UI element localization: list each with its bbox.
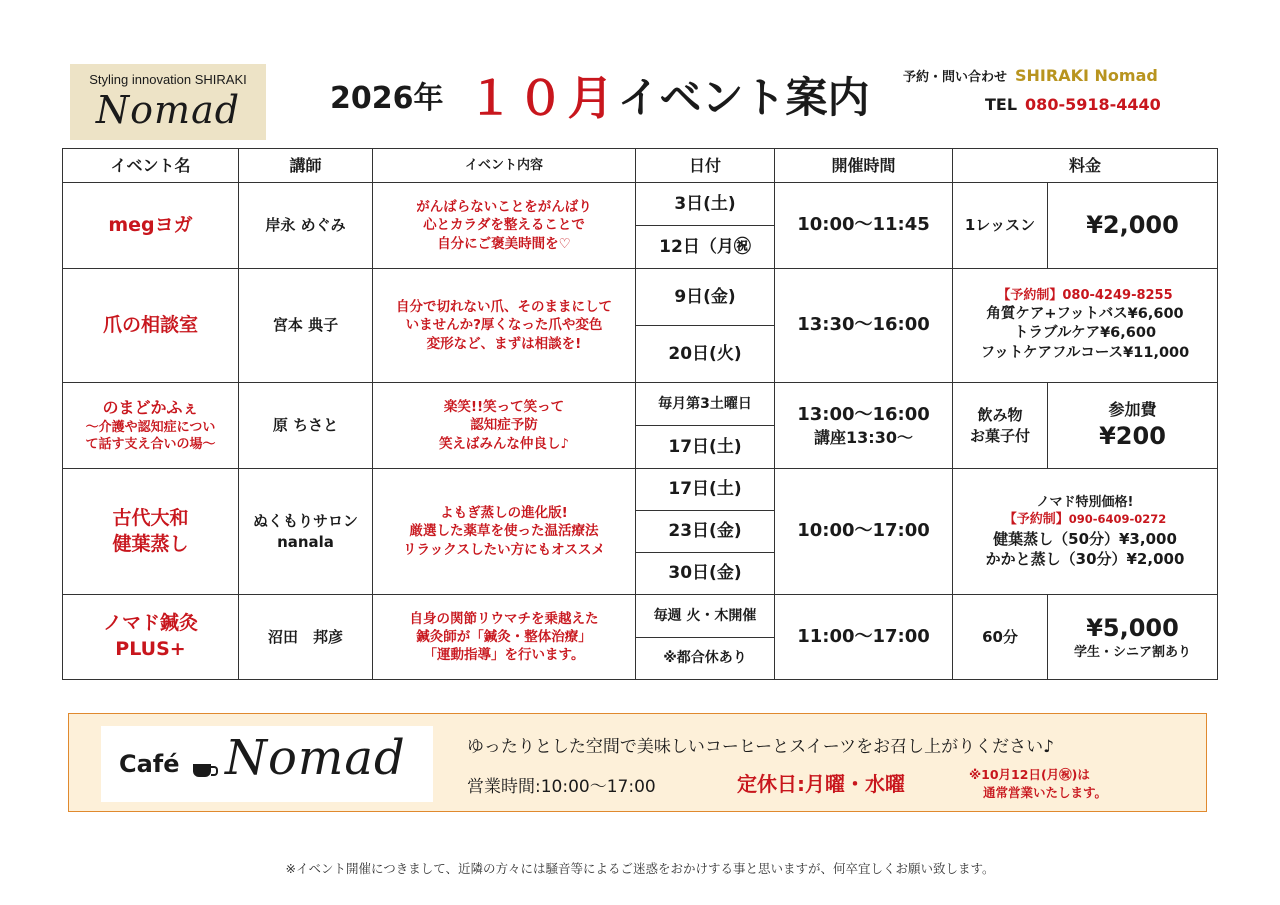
instructor-line: nanala bbox=[277, 532, 334, 551]
desc-line: いませんか?厚くなった爪や変色 bbox=[405, 317, 603, 334]
instructor: 原 ちさと bbox=[239, 383, 373, 469]
cafe-logo-name: Nomad bbox=[225, 730, 406, 786]
event-time: 13:30～16:00 bbox=[775, 269, 953, 383]
event-date: ※都合休あり bbox=[636, 638, 775, 680]
fee-label: 1レッスン bbox=[953, 183, 1048, 269]
event-description bbox=[373, 183, 636, 269]
event-date: 3日(土) bbox=[636, 183, 775, 226]
contact-info bbox=[903, 66, 1161, 114]
cafe-hours: 営業時間:10:00～17:00 bbox=[467, 777, 656, 797]
event-date: 30日(金) bbox=[636, 553, 775, 595]
fee-line: 角質ケア+フットバス¥6,600 bbox=[986, 305, 1184, 322]
event-date: 毎週 火・木開催 bbox=[636, 595, 775, 638]
table-row bbox=[63, 469, 1218, 511]
fee-label bbox=[953, 383, 1048, 469]
table-row bbox=[63, 383, 1218, 426]
fee-line: ノマド特別価格! bbox=[1036, 494, 1134, 510]
desc-line: 自身の関節リウマチを乗越えた bbox=[409, 610, 599, 627]
desc-line: 楽笑!!笑って笑って bbox=[443, 399, 565, 416]
event-name-sub: て話す支え合いの場～ bbox=[85, 437, 216, 453]
event-price bbox=[1048, 383, 1218, 469]
fee-reservation: 【予約制】080-4249-8255 bbox=[997, 288, 1173, 304]
header-fee: 料金 bbox=[953, 149, 1218, 183]
desc-line: 心とカラダを整えることで bbox=[423, 217, 585, 234]
cafe-description: ゆったりとした空間で美味しいコーヒーとスイーツをお召し上がりください♪ bbox=[467, 737, 1054, 757]
price-note: 学生・シニア割あり bbox=[1074, 645, 1192, 661]
desc-line: 厳選した薬草を使った温活療法 bbox=[409, 523, 599, 540]
event-date: 毎月第3土曜日 bbox=[636, 383, 775, 426]
event-name-line: PLUS+ bbox=[115, 638, 186, 660]
contact-shop: SHIRAKI Nomad bbox=[1015, 66, 1158, 85]
cafe-note bbox=[969, 766, 1159, 802]
event-date: 17日(土) bbox=[636, 469, 775, 511]
tel-label: TEL bbox=[985, 95, 1018, 114]
instructor: 沼田 邦彦 bbox=[239, 595, 373, 680]
fee-details bbox=[953, 269, 1218, 383]
event-name-line: 健葉蒸し bbox=[112, 532, 189, 555]
desc-line: がんばらないことをがんばり bbox=[416, 199, 592, 216]
title-month: １０月 bbox=[467, 71, 618, 125]
fee-line: トラブルケア¥6,600 bbox=[1013, 325, 1157, 342]
event-time: 10:00～17:00 bbox=[775, 469, 953, 595]
desc-line: 自分で切れない爪、そのままにして bbox=[396, 299, 612, 316]
desc-line: 鍼灸師が「鍼灸・整体治療」 bbox=[416, 628, 592, 645]
fee-label-line: お菓子付 bbox=[969, 426, 1030, 445]
logo-subtitle: Styling innovation SHIRAKI bbox=[89, 72, 247, 87]
event-date: 9日(金) bbox=[636, 269, 775, 326]
event-table bbox=[62, 148, 1218, 680]
event-time: 10:00～11:45 bbox=[775, 183, 953, 269]
event-name-line: ノマド鍼灸 bbox=[102, 612, 198, 635]
fee-label: 60分 bbox=[953, 595, 1048, 680]
price-value: ¥200 bbox=[1099, 422, 1166, 451]
event-description bbox=[373, 269, 636, 383]
fee-line: フットケアフルコース¥11,000 bbox=[980, 345, 1190, 362]
event-date: 20日(火) bbox=[636, 326, 775, 383]
event-date: 12日（月㊗ bbox=[636, 226, 775, 269]
table-row bbox=[63, 183, 1218, 226]
title-text: イベント案内 bbox=[617, 73, 870, 122]
header-time: 開催時間 bbox=[775, 149, 953, 183]
fee-line: 健葉蒸し（50分）¥3,000 bbox=[993, 529, 1177, 548]
event-price bbox=[1048, 595, 1218, 680]
event-price: ¥2,000 bbox=[1048, 183, 1218, 269]
header-content: イベント内容 bbox=[373, 149, 636, 183]
time-main: 13:00～16:00 bbox=[797, 403, 930, 425]
cafe-logo bbox=[101, 726, 433, 802]
page-title bbox=[330, 62, 870, 125]
event-description bbox=[373, 469, 636, 595]
cafe-closed-days: 定休日:月曜・水曜 bbox=[737, 772, 905, 796]
contact-label: 予約・問い合わせ bbox=[903, 70, 1008, 85]
fee-details bbox=[953, 469, 1218, 595]
price-label: 参加費 bbox=[1108, 399, 1157, 419]
desc-line: 認知症予防 bbox=[470, 417, 538, 434]
cafe-banner bbox=[68, 713, 1207, 812]
coffee-cup-icon bbox=[193, 764, 211, 777]
instructor: 宮本 典子 bbox=[239, 269, 373, 383]
event-time: 11:00～17:00 bbox=[775, 595, 953, 680]
header-date: 日付 bbox=[636, 149, 775, 183]
shop-logo bbox=[70, 64, 266, 140]
event-date: 17日(土) bbox=[636, 426, 775, 469]
title-year: 2026年 bbox=[330, 81, 444, 116]
time-sub: 講座13:30～ bbox=[814, 427, 913, 447]
fee-line: かかと蒸し（30分）¥2,000 bbox=[985, 550, 1185, 569]
table-header-row bbox=[63, 149, 1218, 183]
tel-number: 080-5918-4440 bbox=[1025, 95, 1161, 114]
event-name bbox=[63, 469, 239, 595]
footer-note: ※イベント開催につきまして、近隣の方々には騒音等によるご迷惑をおかけする事と思いますが、何卒宜しくお願い致します。 bbox=[285, 861, 995, 876]
cafe-note-line: 通常営業いたします。 bbox=[983, 785, 1108, 801]
event-time bbox=[775, 383, 953, 469]
header-instructor: 講師 bbox=[239, 149, 373, 183]
event-name-sub: ～介護や認知症につい bbox=[85, 419, 216, 435]
cafe-note-line: ※10月12日(月㊗)は bbox=[969, 767, 1090, 782]
event-name bbox=[63, 595, 239, 680]
price-value: ¥5,000 bbox=[1086, 614, 1179, 643]
event-name-line: 古代大和 bbox=[112, 506, 189, 529]
desc-line: 変形など、まずは相談を! bbox=[426, 335, 582, 352]
desc-line: リラックスしたい方にもオススメ bbox=[403, 541, 605, 558]
event-name bbox=[63, 383, 239, 469]
event-date: 23日(金) bbox=[636, 511, 775, 553]
desc-line: 自分にご褒美時間を♡ bbox=[437, 235, 571, 252]
fee-label-line: 飲み物 bbox=[977, 406, 1023, 425]
header-event-name: イベント名 bbox=[63, 149, 239, 183]
cafe-logo-word: Café bbox=[119, 750, 180, 778]
desc-line: 「運動指導」を行います。 bbox=[423, 647, 585, 664]
event-description bbox=[373, 595, 636, 680]
event-name: megヨガ bbox=[63, 183, 239, 269]
desc-line: 笑えばみんな仲良し♪ bbox=[438, 435, 570, 452]
table-row bbox=[63, 269, 1218, 326]
fee-phone: 090-6409-0272 bbox=[1068, 512, 1167, 527]
instructor-line: ぬくもりサロン bbox=[252, 512, 358, 531]
desc-line: よもぎ蒸しの進化版! bbox=[440, 505, 568, 522]
table-row bbox=[63, 595, 1218, 638]
event-name-main: のまどかふぇ bbox=[102, 398, 199, 418]
fee-reservation: 【予約制】 bbox=[1003, 512, 1069, 528]
instructor: 岸永 めぐみ bbox=[239, 183, 373, 269]
event-name: 爪の相談室 bbox=[63, 269, 239, 383]
instructor bbox=[239, 469, 373, 595]
event-description bbox=[373, 383, 636, 469]
logo-name: Nomad bbox=[95, 88, 241, 132]
